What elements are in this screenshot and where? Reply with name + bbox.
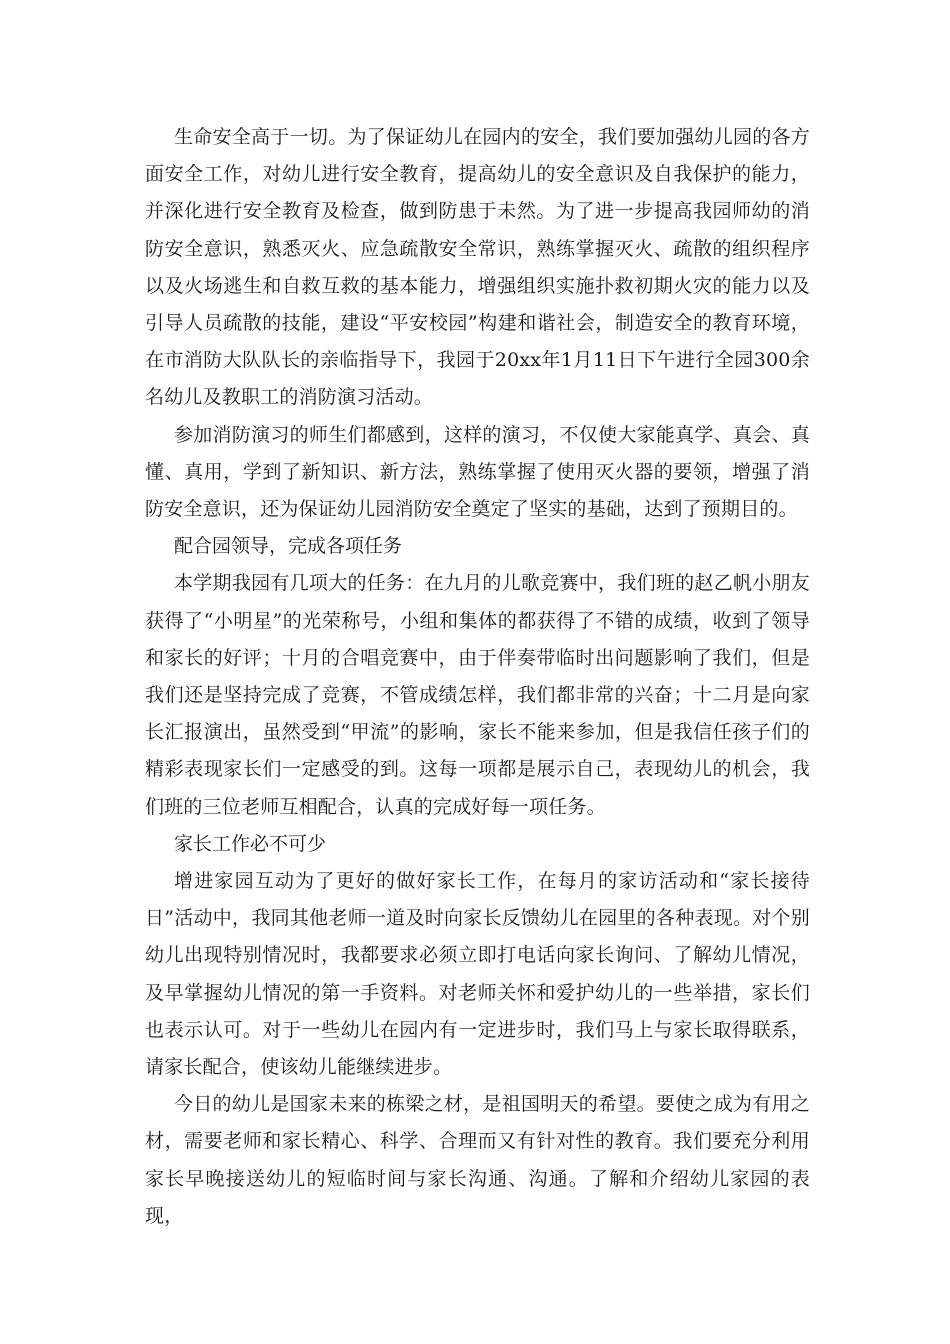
document-body xyxy=(145,119,810,1235)
section-heading-parent-work: 家长工作必不可少 xyxy=(174,832,327,855)
section-heading-tasks: 配合园领导，完成各项任务 xyxy=(174,535,403,558)
paragraph-drill-feedback: 参加消防演习的师生们都感到，这样的演习，不仅使大家能真学、真会、真懂、真用，学到了新知识、新方法，熟练掌握了使用灭火器的要领，增强了消防安全意识，还为保证幼儿园消防安全奠定了坚实的基础，达到了预期目的。 xyxy=(145,423,810,521)
paragraph-fire-safety-intro: 生命安全高于一切。为了保证幼儿在园内的安全，我们要加强幼儿园的各方面安全工作，对幼儿进行安全教育，提高幼儿的安全意识及自我保护的能力，并深化进行安全教育及检查，做到防患于未然。为了进一步提高我园师幼的消防安全意识，熟悉灭火、应急疏散安全常识，熟练掌握灭火、疏散的组织程序以及火场逃生和自救互救的基本能力，增强组织实施扑救初期火灾的能力以及引导人员疏散的技能，建设“平安校园”构建和谐社会，制造安全的教育环境，在市消防大队队长的亲临指导下，我园于20xx年1月11日下午进行全园300余名幼儿及教职工的消防演习活动。 xyxy=(145,126,810,409)
paragraph-future-of-children: 今日的幼儿是国家未来的栋梁之材，是祖国明天的希望。要使之成为有用之材，需要老师和家长精心、科学、合理而又有针对性的教育。我们要充分利用家长早晚接送幼儿的短临时间与家长沟通、沟通。了解和介绍幼儿家园的表现， xyxy=(145,1093,810,1227)
paragraph-home-school-interaction: 增进家园互动为了更好的做好家长工作，在每月的家访活动和“家长接待日”活动中，我同其他老师一道及时向家长反馈幼儿在园里的各种表现。对个别幼儿出现特别情况时，我都要求必须立即打电话向家长询问、了解幼儿情况，及早掌握幼儿情况的第一手资料。对老师关怀和爱护幼儿的一些举措，家长们也表示认可。对于一些幼儿在园内有一定进步时，我们马上与家长取得联系，请家长配合，使该幼儿能继续进步。 xyxy=(145,870,810,1079)
paragraph-semester-tasks: 本学期我园有几项大的任务：在九月的儿歌竞赛中，我们班的赵乙帆小朋友获得了“小明星”的光荣称号，小组和集体的都获得了不错的成绩，收到了领导和家长的好评；十月的合唱竞赛中，由于伴奏带临时出问题影响了我们，但是我们还是坚持完成了竞赛，不管成绩怎样，我们都非常的兴奋；十二月是向家长汇报演出，虽然受到“甲流”的影响，家长不能来参加，但是我信任孩子们的精彩表现家长们一定感受的到。这每一项都是展示自己，表现幼儿的机会，我们班的三位老师互相配合，认真的完成好每一项任务。 xyxy=(145,572,810,818)
